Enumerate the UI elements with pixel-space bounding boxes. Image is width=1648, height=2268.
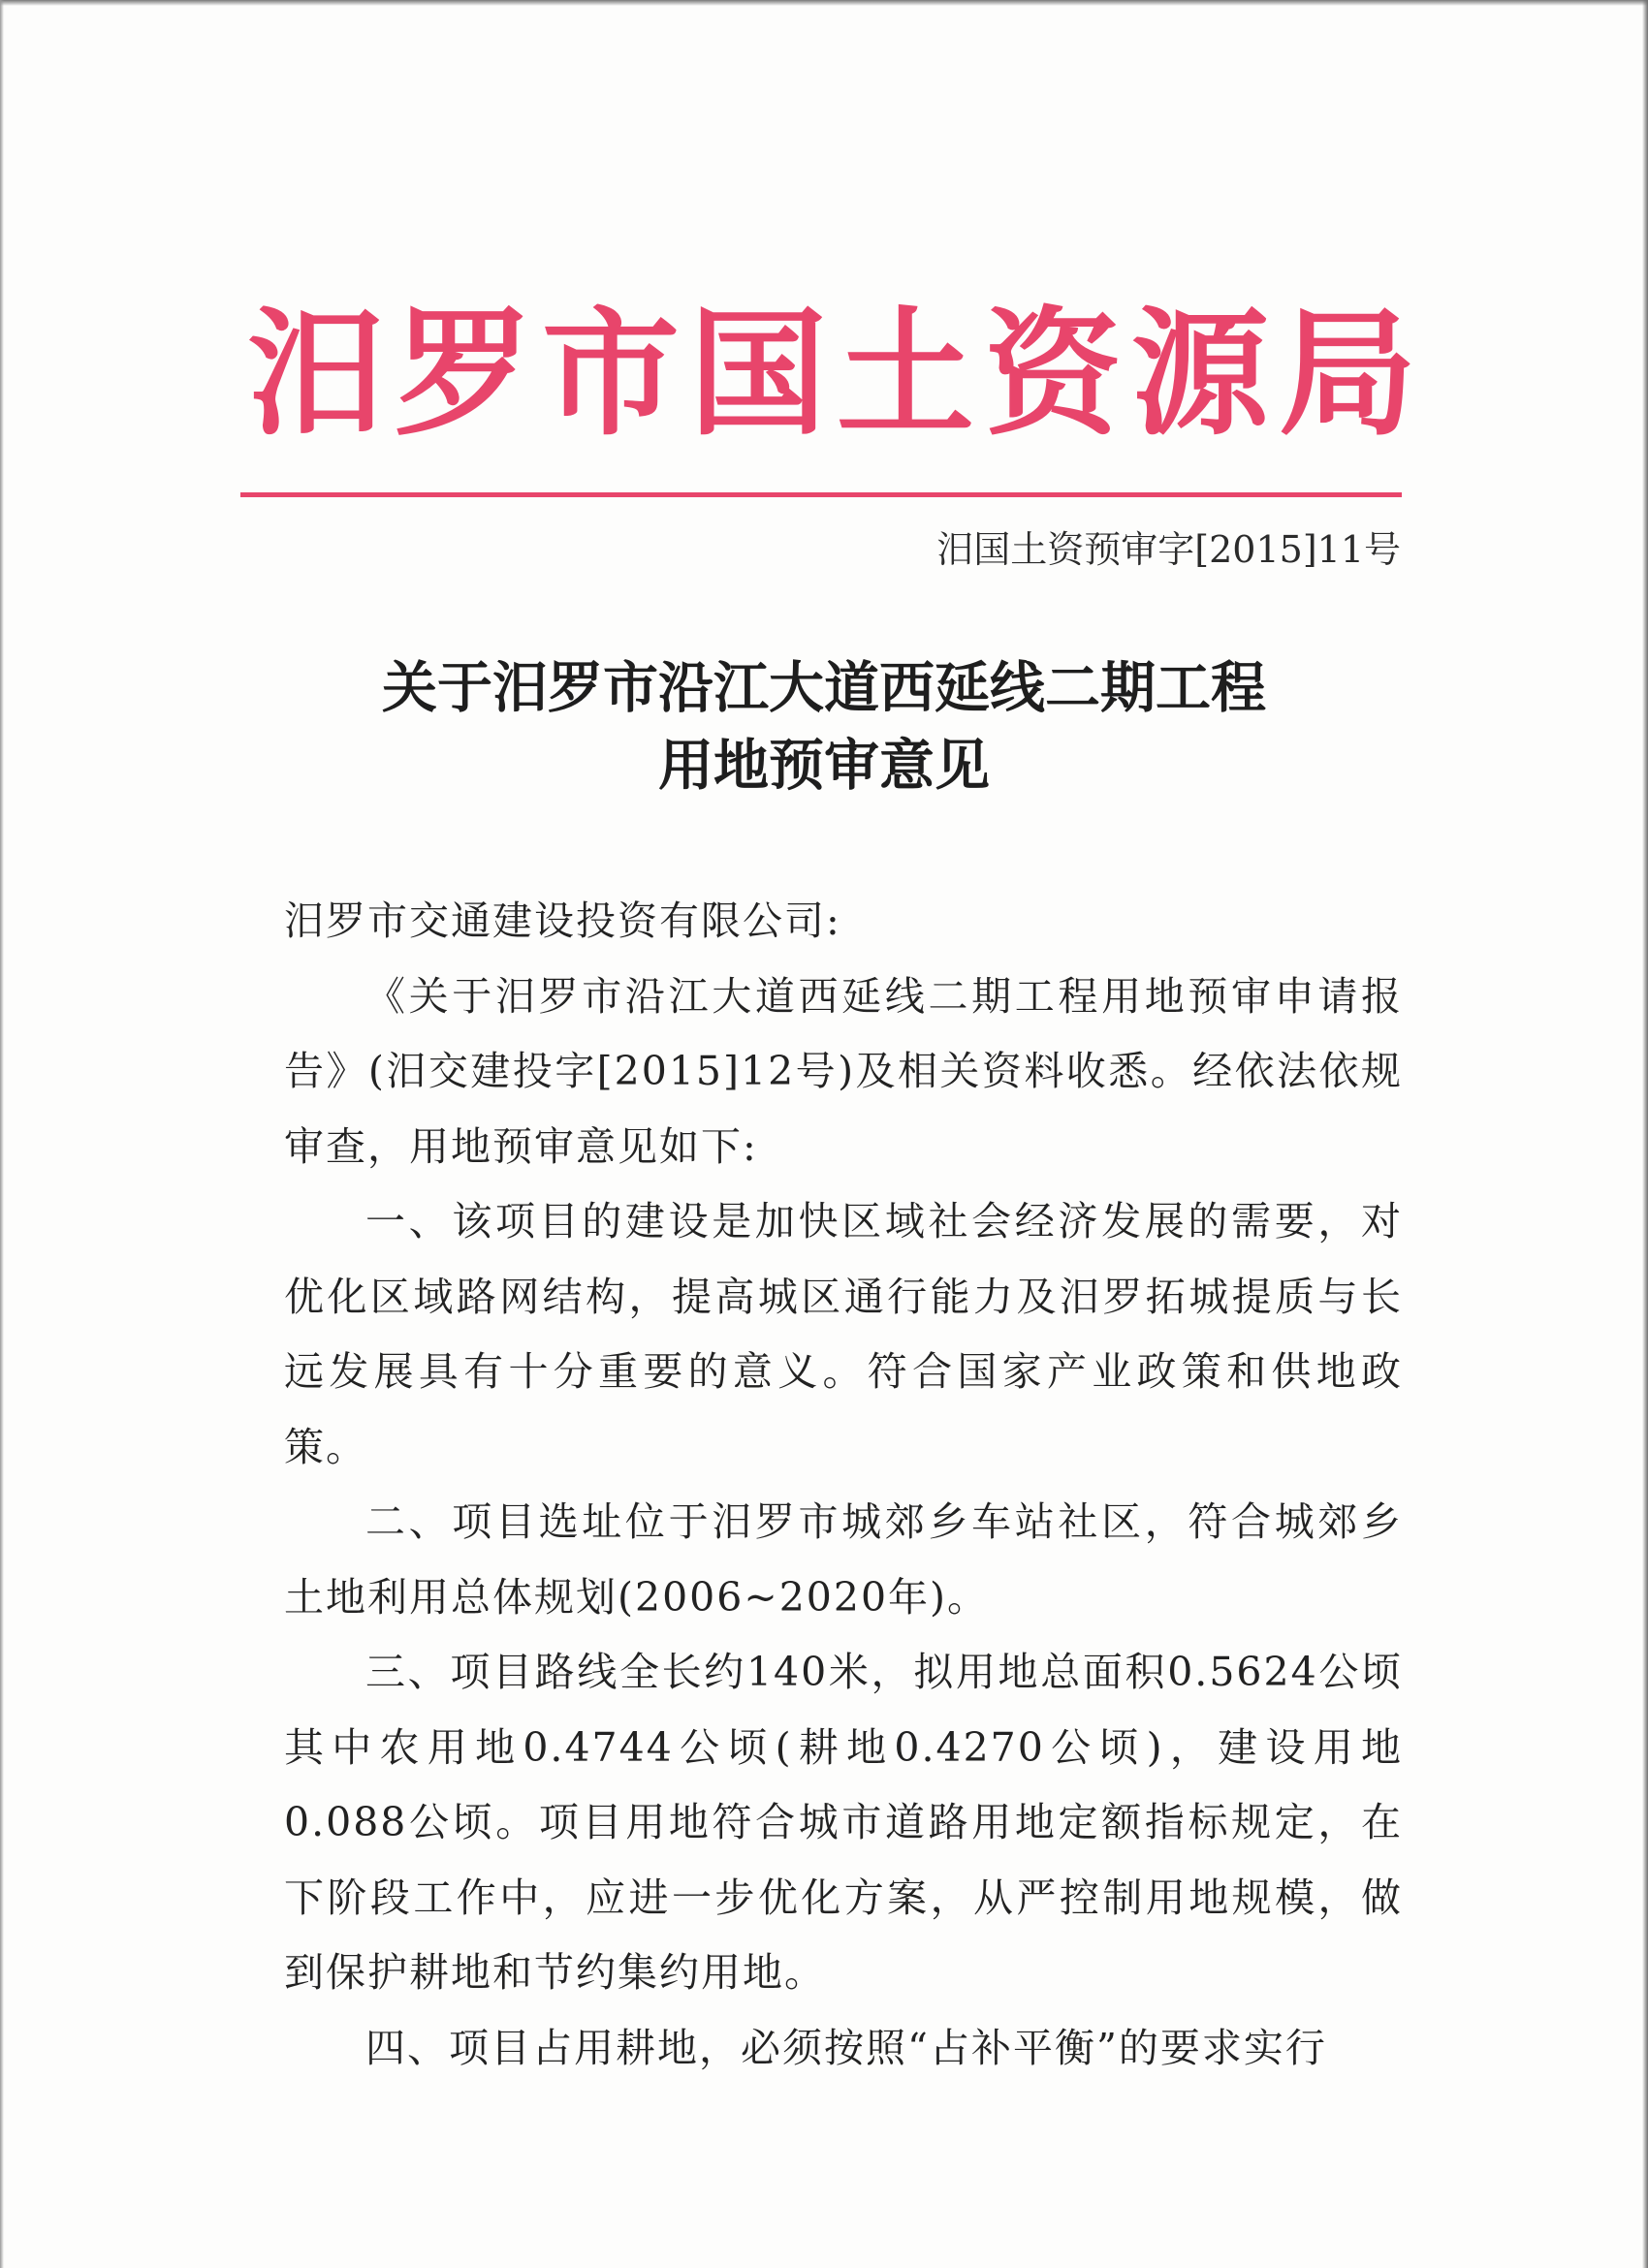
- scan-edge-top: [0, 0, 1648, 6]
- document-title-line-2: 用地预审意见: [658, 734, 990, 798]
- recipient-line: 汨罗市交通建设投资有限公司:: [284, 898, 841, 944]
- letterhead-red-rule: [240, 492, 1402, 497]
- paragraph-item-4: 四、项目占用耕地，必须按照“占补平衡”的要求实行: [365, 2024, 1327, 2071]
- document-title: [242, 649, 1406, 804]
- paragraph-item-1: 一、该项目的建设是加快区域社会经济发展的需要，对优化区域路网结构，提高城区通行能力及汨罗拓城提质与长远发展具有十分重要的意义。符合国家产业政策和供地政策。: [284, 1198, 1403, 1470]
- document-number: 汨国土资预审字[2015]11号: [936, 528, 1401, 571]
- paragraph-item-2: 二、项目选址位于汨罗市城郊乡车站社区，符合城郊乡土地利用总体规划(2006~2020年)。: [284, 1498, 1403, 1621]
- scan-edge-right: [1642, 0, 1648, 2268]
- document-title-line-1: 关于汨罗市沿江大道西延线二期工程: [382, 656, 1266, 720]
- document-body: [284, 884, 1403, 2086]
- letterhead-agency-name: 汨罗市国土资源局: [247, 294, 1426, 455]
- paragraph-item-3: 三、项目路线全长约140米，拟用地总面积0.5624公顷其中农用地0.4744公顷(耕地0.4270公顷)，建设用地0.088公顷。项目用地符合城市道路用地定额指标规定，在下阶段工作中，应进一步优化方案，从严控制用地规模，做到保护耕地和节约集约用地。: [284, 1649, 1403, 1996]
- paragraph-reference: 《关于汨罗市沿江大道西延线二期工程用地预审申请报告》(汨交建投字[2015]12号)及相关资料收悉。经依法依规审查，用地预审意见如下:: [284, 972, 1403, 1170]
- scan-edge-left: [0, 0, 4, 2268]
